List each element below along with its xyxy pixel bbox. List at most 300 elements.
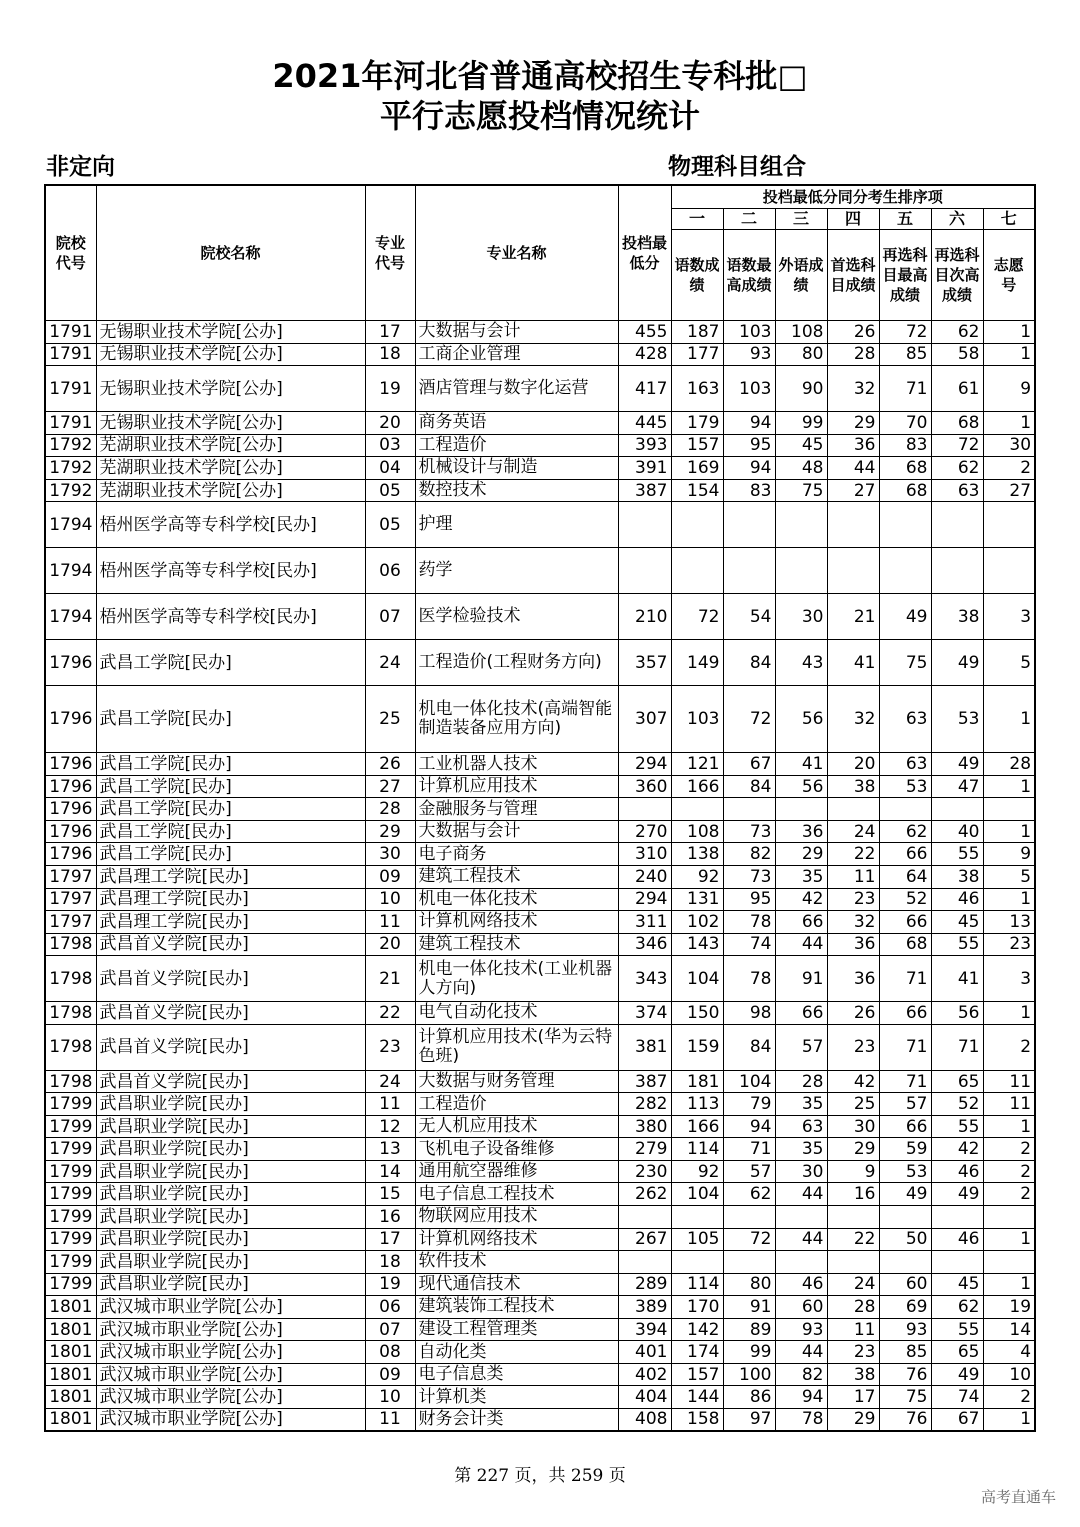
- cell-school-name: 武昌职业学院[民办]: [96, 1138, 365, 1161]
- cell-major-name: 工程造价: [415, 1093, 618, 1116]
- cell-chinese-math: 150: [671, 1002, 723, 1025]
- cell-chinese-math-max: 79: [723, 1093, 775, 1116]
- cell-school-name: 武昌工学院[民办]: [96, 640, 365, 686]
- cell-chinese-math-max: [723, 502, 775, 548]
- cell-second-subject-next: 49: [931, 1363, 983, 1386]
- cell-major-name: 医学检验技术: [415, 594, 618, 640]
- cell-school-name: 武昌工学院[民办]: [96, 798, 365, 821]
- cell-major-code: 13: [365, 1138, 415, 1161]
- header-tiebreak-col-6: 再选科目次高成绩: [931, 230, 983, 321]
- cell-foreign-lang: 66: [775, 1002, 827, 1025]
- cell-chinese-math: 108: [671, 820, 723, 843]
- cell-school-name: 武昌职业学院[民办]: [96, 1273, 365, 1296]
- cell-preference-no: 1: [983, 1002, 1035, 1025]
- cell-school-name: 梧州医学高等专科学校[民办]: [96, 548, 365, 594]
- cell-chinese-math-max: 73: [723, 820, 775, 843]
- cell-foreign-lang: 43: [775, 640, 827, 686]
- table-row: [45, 1363, 1035, 1386]
- cell-chinese-math: [671, 1251, 723, 1274]
- cell-major-name: 建筑工程技术: [415, 933, 618, 956]
- cell-foreign-lang: [775, 1206, 827, 1229]
- cell-min-score: [618, 502, 671, 548]
- cell-second-subject-max: 71: [879, 366, 931, 412]
- cell-chinese-math-max: 73: [723, 866, 775, 889]
- cell-first-subject: [827, 798, 879, 821]
- cell-school-code: 1799: [45, 1206, 96, 1229]
- cell-second-subject-next: 47: [931, 775, 983, 798]
- table-row: [45, 1160, 1035, 1183]
- cell-preference-no: 1: [983, 1115, 1035, 1138]
- cell-major-name: 电气自动化技术: [415, 1002, 618, 1025]
- cell-school-code: 1792: [45, 479, 96, 502]
- cell-min-score: 289: [618, 1273, 671, 1296]
- cell-chinese-math: 159: [671, 1024, 723, 1070]
- table-row: [45, 1296, 1035, 1319]
- cell-min-score: 455: [618, 321, 671, 344]
- cell-major-name: 电子信息工程技术: [415, 1183, 618, 1206]
- cell-chinese-math: 166: [671, 775, 723, 798]
- cell-foreign-lang: [775, 502, 827, 548]
- cell-major-code: 27: [365, 775, 415, 798]
- cell-preference-no: 1: [983, 412, 1035, 435]
- cell-school-code: 1799: [45, 1160, 96, 1183]
- cell-first-subject: 28: [827, 1296, 879, 1319]
- cell-major-code: 20: [365, 933, 415, 956]
- cell-school-code: 1797: [45, 888, 96, 911]
- cell-chinese-math: 104: [671, 956, 723, 1002]
- admission-table: [44, 184, 1036, 1432]
- cell-school-name: 武昌首义学院[民办]: [96, 1070, 365, 1093]
- header-tiebreak-col-5: 再选科目最高成绩: [879, 230, 931, 321]
- cell-second-subject-next: 62: [931, 457, 983, 480]
- table-row: [45, 412, 1035, 435]
- cell-chinese-math-max: 74: [723, 933, 775, 956]
- cell-school-code: 1797: [45, 866, 96, 889]
- cell-school-name: 武昌职业学院[民办]: [96, 1115, 365, 1138]
- cell-preference-no: [983, 798, 1035, 821]
- table-row: [45, 434, 1035, 457]
- cell-second-subject-next: [931, 502, 983, 548]
- cell-first-subject: 32: [827, 911, 879, 934]
- cell-school-name: 芜湖职业技术学院[公办]: [96, 457, 365, 480]
- cell-chinese-math-max: [723, 798, 775, 821]
- cell-min-score: 357: [618, 640, 671, 686]
- table-row: [45, 594, 1035, 640]
- cell-major-code: 29: [365, 820, 415, 843]
- cell-chinese-math-max: 97: [723, 1408, 775, 1431]
- cell-min-score: 401: [618, 1341, 671, 1364]
- table-row: [45, 686, 1035, 753]
- cell-chinese-math: 92: [671, 1160, 723, 1183]
- header-tiebreak-col-4: 首选科目成绩: [827, 230, 879, 321]
- cell-school-code: 1796: [45, 820, 96, 843]
- cell-chinese-math-max: 86: [723, 1386, 775, 1409]
- cell-min-score: 389: [618, 1296, 671, 1319]
- cell-first-subject: [827, 548, 879, 594]
- cell-preference-no: 1: [983, 775, 1035, 798]
- cell-second-subject-next: 46: [931, 1160, 983, 1183]
- cell-min-score: 230: [618, 1160, 671, 1183]
- cell-chinese-math: 158: [671, 1408, 723, 1431]
- header-order-1: 一: [671, 209, 723, 230]
- cell-major-code: 18: [365, 1251, 415, 1274]
- cell-chinese-math: [671, 502, 723, 548]
- cell-foreign-lang: 78: [775, 1408, 827, 1431]
- header-tiebreak-col-7: 志愿号: [983, 230, 1035, 321]
- cell-min-score: 374: [618, 1002, 671, 1025]
- cell-first-subject: 32: [827, 366, 879, 412]
- cell-major-name: 建设工程管理类: [415, 1318, 618, 1341]
- cell-second-subject-next: 49: [931, 1183, 983, 1206]
- cell-chinese-math: 154: [671, 479, 723, 502]
- page-footer: 第 227 页，共 259 页: [454, 1466, 626, 1486]
- cell-second-subject-next: 61: [931, 366, 983, 412]
- cell-second-subject-next: 55: [931, 1318, 983, 1341]
- header-major-code: 专业代号: [365, 185, 415, 321]
- cell-school-code: 1799: [45, 1183, 96, 1206]
- cell-preference-no: 10: [983, 1363, 1035, 1386]
- table-row: [45, 1115, 1035, 1138]
- cell-foreign-lang: 28: [775, 1070, 827, 1093]
- cell-chinese-math: 187: [671, 321, 723, 344]
- cell-second-subject-max: 71: [879, 1070, 931, 1093]
- cell-foreign-lang: 75: [775, 479, 827, 502]
- table-row: [45, 843, 1035, 866]
- cell-first-subject: 36: [827, 933, 879, 956]
- cell-major-name: 建筑装饰工程技术: [415, 1296, 618, 1319]
- cell-min-score: 343: [618, 956, 671, 1002]
- table-row: [45, 1408, 1035, 1431]
- page-subtitle: 平行志愿投档情况统计: [379, 97, 700, 135]
- cell-second-subject-max: [879, 548, 931, 594]
- cell-school-name: 武汉城市职业学院[公办]: [96, 1296, 365, 1319]
- cell-major-code: 22: [365, 1002, 415, 1025]
- cell-school-code: 1798: [45, 933, 96, 956]
- table-row: [45, 321, 1035, 344]
- cell-major-name: 电子信息类: [415, 1363, 618, 1386]
- cell-school-name: 武昌首义学院[民办]: [96, 1002, 365, 1025]
- cell-first-subject: 23: [827, 1341, 879, 1364]
- cell-school-code: 1799: [45, 1093, 96, 1116]
- cell-chinese-math-max: 98: [723, 1002, 775, 1025]
- header-order-3: 三: [775, 209, 827, 230]
- cell-school-name: 武昌工学院[民办]: [96, 753, 365, 776]
- cell-major-code: 16: [365, 1206, 415, 1229]
- cell-school-name: 武昌职业学院[民办]: [96, 1093, 365, 1116]
- cell-school-code: 1799: [45, 1273, 96, 1296]
- header-tiebreak-col-2: 语数最高成绩: [723, 230, 775, 321]
- cell-chinese-math: 92: [671, 866, 723, 889]
- cell-min-score: 404: [618, 1386, 671, 1409]
- cell-first-subject: 22: [827, 843, 879, 866]
- header-tiebreak-col-1: 语数成绩: [671, 230, 723, 321]
- cell-second-subject-next: 55: [931, 843, 983, 866]
- cell-chinese-math: 102: [671, 911, 723, 934]
- cell-school-name: 武昌职业学院[民办]: [96, 1251, 365, 1274]
- cell-second-subject-max: [879, 502, 931, 548]
- cell-preference-no: 23: [983, 933, 1035, 956]
- cell-preference-no: 1: [983, 1228, 1035, 1251]
- cell-major-name: 计算机网络技术: [415, 911, 618, 934]
- table-row: [45, 366, 1035, 412]
- cell-school-name: 武昌职业学院[民办]: [96, 1183, 365, 1206]
- cell-chinese-math: 177: [671, 343, 723, 366]
- cell-second-subject-max: 66: [879, 1115, 931, 1138]
- cell-min-score: 402: [618, 1363, 671, 1386]
- cell-first-subject: 25: [827, 1093, 879, 1116]
- cell-foreign-lang: 91: [775, 956, 827, 1002]
- cell-school-name: 武汉城市职业学院[公办]: [96, 1341, 365, 1364]
- cell-chinese-math-max: 89: [723, 1318, 775, 1341]
- table-row: [45, 1206, 1035, 1229]
- cell-min-score: 408: [618, 1408, 671, 1431]
- cell-preference-no: 9: [983, 843, 1035, 866]
- cell-foreign-lang: 44: [775, 1228, 827, 1251]
- cell-first-subject: 20: [827, 753, 879, 776]
- cell-school-code: 1791: [45, 412, 96, 435]
- cell-min-score: 346: [618, 933, 671, 956]
- cell-second-subject-next: 58: [931, 343, 983, 366]
- cell-chinese-math-max: [723, 548, 775, 594]
- cell-major-code: 11: [365, 911, 415, 934]
- cell-school-code: 1801: [45, 1296, 96, 1319]
- cell-preference-no: 2: [983, 1024, 1035, 1070]
- cell-foreign-lang: 46: [775, 1273, 827, 1296]
- cell-school-code: 1801: [45, 1408, 96, 1431]
- cell-major-code: 17: [365, 1228, 415, 1251]
- cell-first-subject: 38: [827, 775, 879, 798]
- cell-min-score: 279: [618, 1138, 671, 1161]
- cell-first-subject: 30: [827, 1115, 879, 1138]
- cell-second-subject-next: 63: [931, 479, 983, 502]
- cell-chinese-math-max: 71: [723, 1138, 775, 1161]
- cell-first-subject: 24: [827, 820, 879, 843]
- cell-chinese-math-max: 94: [723, 457, 775, 480]
- cell-major-name: 大数据与财务管理: [415, 1070, 618, 1093]
- cell-foreign-lang: 56: [775, 775, 827, 798]
- cell-major-code: 24: [365, 1070, 415, 1093]
- cell-second-subject-next: 45: [931, 1273, 983, 1296]
- cell-school-name: 无锡职业技术学院[公办]: [96, 321, 365, 344]
- cell-major-name: 软件技术: [415, 1251, 618, 1274]
- cell-min-score: 391: [618, 457, 671, 480]
- cell-second-subject-max: 71: [879, 956, 931, 1002]
- cell-foreign-lang: 66: [775, 911, 827, 934]
- cell-school-name: 无锡职业技术学院[公办]: [96, 366, 365, 412]
- cell-foreign-lang: 42: [775, 888, 827, 911]
- cell-preference-no: 13: [983, 911, 1035, 934]
- cell-first-subject: 11: [827, 866, 879, 889]
- cell-second-subject-next: 65: [931, 1341, 983, 1364]
- cell-school-name: 武昌首义学院[民办]: [96, 956, 365, 1002]
- cell-second-subject-max: 52: [879, 888, 931, 911]
- cell-second-subject-next: 68: [931, 412, 983, 435]
- cell-second-subject-max: 83: [879, 434, 931, 457]
- table-row: [45, 1386, 1035, 1409]
- cell-preference-no: 5: [983, 866, 1035, 889]
- cell-school-code: 1792: [45, 457, 96, 480]
- cell-major-name: 工程造价: [415, 434, 618, 457]
- cell-major-name: 机电一体化技术(高端智能制造装备应用方向): [415, 686, 618, 753]
- cell-chinese-math: 181: [671, 1070, 723, 1093]
- cell-major-name: 计算机应用技术(华为云特色班): [415, 1024, 618, 1070]
- cell-major-code: 12: [365, 1115, 415, 1138]
- cell-first-subject: 28: [827, 343, 879, 366]
- table-row: [45, 1138, 1035, 1161]
- cell-preference-no: 5: [983, 640, 1035, 686]
- table-row: [45, 956, 1035, 1002]
- cell-first-subject: [827, 1251, 879, 1274]
- cell-preference-no: 19: [983, 1296, 1035, 1319]
- table-row: [45, 753, 1035, 776]
- cell-chinese-math: 144: [671, 1386, 723, 1409]
- cell-chinese-math: 170: [671, 1296, 723, 1319]
- cell-second-subject-max: 85: [879, 1341, 931, 1364]
- cell-second-subject-next: 53: [931, 686, 983, 753]
- cell-foreign-lang: 80: [775, 343, 827, 366]
- header-order-5: 五: [879, 209, 931, 230]
- cell-first-subject: 26: [827, 321, 879, 344]
- cell-preference-no: 3: [983, 594, 1035, 640]
- cell-major-name: 商务英语: [415, 412, 618, 435]
- cell-chinese-math: [671, 1206, 723, 1229]
- cell-chinese-math: 105: [671, 1228, 723, 1251]
- cell-preference-no: 11: [983, 1070, 1035, 1093]
- cell-second-subject-max: 93: [879, 1318, 931, 1341]
- cell-foreign-lang: 93: [775, 1318, 827, 1341]
- cell-min-score: 387: [618, 479, 671, 502]
- cell-school-code: 1801: [45, 1363, 96, 1386]
- cell-second-subject-max: 66: [879, 1002, 931, 1025]
- cell-preference-no: 2: [983, 457, 1035, 480]
- cell-major-code: 09: [365, 1363, 415, 1386]
- cell-school-code: 1794: [45, 548, 96, 594]
- cell-foreign-lang: 36: [775, 820, 827, 843]
- header-school-name: 院校名称: [96, 185, 365, 321]
- cell-preference-no: 14: [983, 1318, 1035, 1341]
- cell-chinese-math: 114: [671, 1138, 723, 1161]
- cell-major-code: 06: [365, 548, 415, 594]
- cell-school-code: 1798: [45, 1024, 96, 1070]
- cell-second-subject-max: 57: [879, 1093, 931, 1116]
- cell-school-code: 1794: [45, 502, 96, 548]
- cell-chinese-math-max: 78: [723, 956, 775, 1002]
- cell-first-subject: 24: [827, 1273, 879, 1296]
- cell-min-score: 310: [618, 843, 671, 866]
- cell-chinese-math: 104: [671, 1183, 723, 1206]
- cell-foreign-lang: 94: [775, 1386, 827, 1409]
- cell-min-score: 294: [618, 888, 671, 911]
- cell-first-subject: 29: [827, 1408, 879, 1431]
- cell-preference-no: 4: [983, 1341, 1035, 1364]
- table-row: [45, 866, 1035, 889]
- cell-first-subject: 27: [827, 479, 879, 502]
- cell-min-score: 428: [618, 343, 671, 366]
- page-title: 2021年河北省普通高校招生专科批□: [272, 57, 808, 95]
- cell-min-score: 267: [618, 1228, 671, 1251]
- cell-major-code: 17: [365, 321, 415, 344]
- table-row: [45, 798, 1035, 821]
- cell-second-subject-next: 55: [931, 1115, 983, 1138]
- cell-min-score: 307: [618, 686, 671, 753]
- cell-first-subject: [827, 1206, 879, 1229]
- cell-first-subject: 41: [827, 640, 879, 686]
- cell-second-subject-max: 49: [879, 594, 931, 640]
- cell-school-name: 武汉城市职业学院[公办]: [96, 1386, 365, 1409]
- cell-major-name: 无人机应用技术: [415, 1115, 618, 1138]
- cell-first-subject: 36: [827, 956, 879, 1002]
- cell-major-code: 18: [365, 343, 415, 366]
- cell-chinese-math: 157: [671, 1363, 723, 1386]
- cell-preference-no: 11: [983, 1093, 1035, 1116]
- cell-preference-no: [983, 1251, 1035, 1274]
- cell-min-score: 394: [618, 1318, 671, 1341]
- cell-chinese-math-max: 100: [723, 1363, 775, 1386]
- cell-first-subject: 21: [827, 594, 879, 640]
- cell-chinese-math: 114: [671, 1273, 723, 1296]
- cell-major-name: 护理: [415, 502, 618, 548]
- header-tiebreak-group: 投档最低分同分考生排序项: [671, 185, 1035, 209]
- cell-second-subject-next: 41: [931, 956, 983, 1002]
- cell-second-subject-next: 38: [931, 594, 983, 640]
- cell-first-subject: 22: [827, 1228, 879, 1251]
- cell-major-name: 酒店管理与数字化运营: [415, 366, 618, 412]
- cell-chinese-math-max: 99: [723, 1341, 775, 1364]
- cell-min-score: 417: [618, 366, 671, 412]
- cell-foreign-lang: [775, 548, 827, 594]
- cell-second-subject-next: 52: [931, 1093, 983, 1116]
- cell-chinese-math-max: 91: [723, 1296, 775, 1319]
- cell-foreign-lang: 35: [775, 1093, 827, 1116]
- cell-second-subject-next: 62: [931, 321, 983, 344]
- cell-chinese-math-max: 95: [723, 434, 775, 457]
- cell-chinese-math: 149: [671, 640, 723, 686]
- cell-school-name: 武昌理工学院[民办]: [96, 866, 365, 889]
- cell-chinese-math: 163: [671, 366, 723, 412]
- table-row: [45, 502, 1035, 548]
- cell-second-subject-max: 70: [879, 412, 931, 435]
- cell-major-code: 10: [365, 1386, 415, 1409]
- header-order-6: 六: [931, 209, 983, 230]
- cell-school-name: 武汉城市职业学院[公办]: [96, 1363, 365, 1386]
- cell-first-subject: 32: [827, 686, 879, 753]
- cell-foreign-lang: 29: [775, 843, 827, 866]
- cell-second-subject-max: 53: [879, 1160, 931, 1183]
- table-row: [45, 911, 1035, 934]
- cell-foreign-lang: 44: [775, 1341, 827, 1364]
- cell-preference-no: 2: [983, 1386, 1035, 1409]
- table-row: [45, 1273, 1035, 1296]
- cell-major-code: 28: [365, 798, 415, 821]
- table-row: [45, 1093, 1035, 1116]
- cell-school-name: 无锡职业技术学院[公办]: [96, 412, 365, 435]
- cell-chinese-math: 169: [671, 457, 723, 480]
- cell-second-subject-next: 45: [931, 911, 983, 934]
- cell-chinese-math: 142: [671, 1318, 723, 1341]
- cell-second-subject-max: 68: [879, 933, 931, 956]
- cell-preference-no: 1: [983, 1408, 1035, 1431]
- cell-school-name: 无锡职业技术学院[公办]: [96, 343, 365, 366]
- cell-first-subject: 17: [827, 1386, 879, 1409]
- cell-chinese-math-max: 84: [723, 775, 775, 798]
- category-label: 非定向: [46, 154, 115, 180]
- cell-major-code: 19: [365, 366, 415, 412]
- cell-school-code: 1801: [45, 1386, 96, 1409]
- cell-second-subject-next: 71: [931, 1024, 983, 1070]
- cell-major-name: 机电一体化技术(工业机器人方向): [415, 956, 618, 1002]
- cell-school-code: 1796: [45, 798, 96, 821]
- cell-first-subject: 44: [827, 457, 879, 480]
